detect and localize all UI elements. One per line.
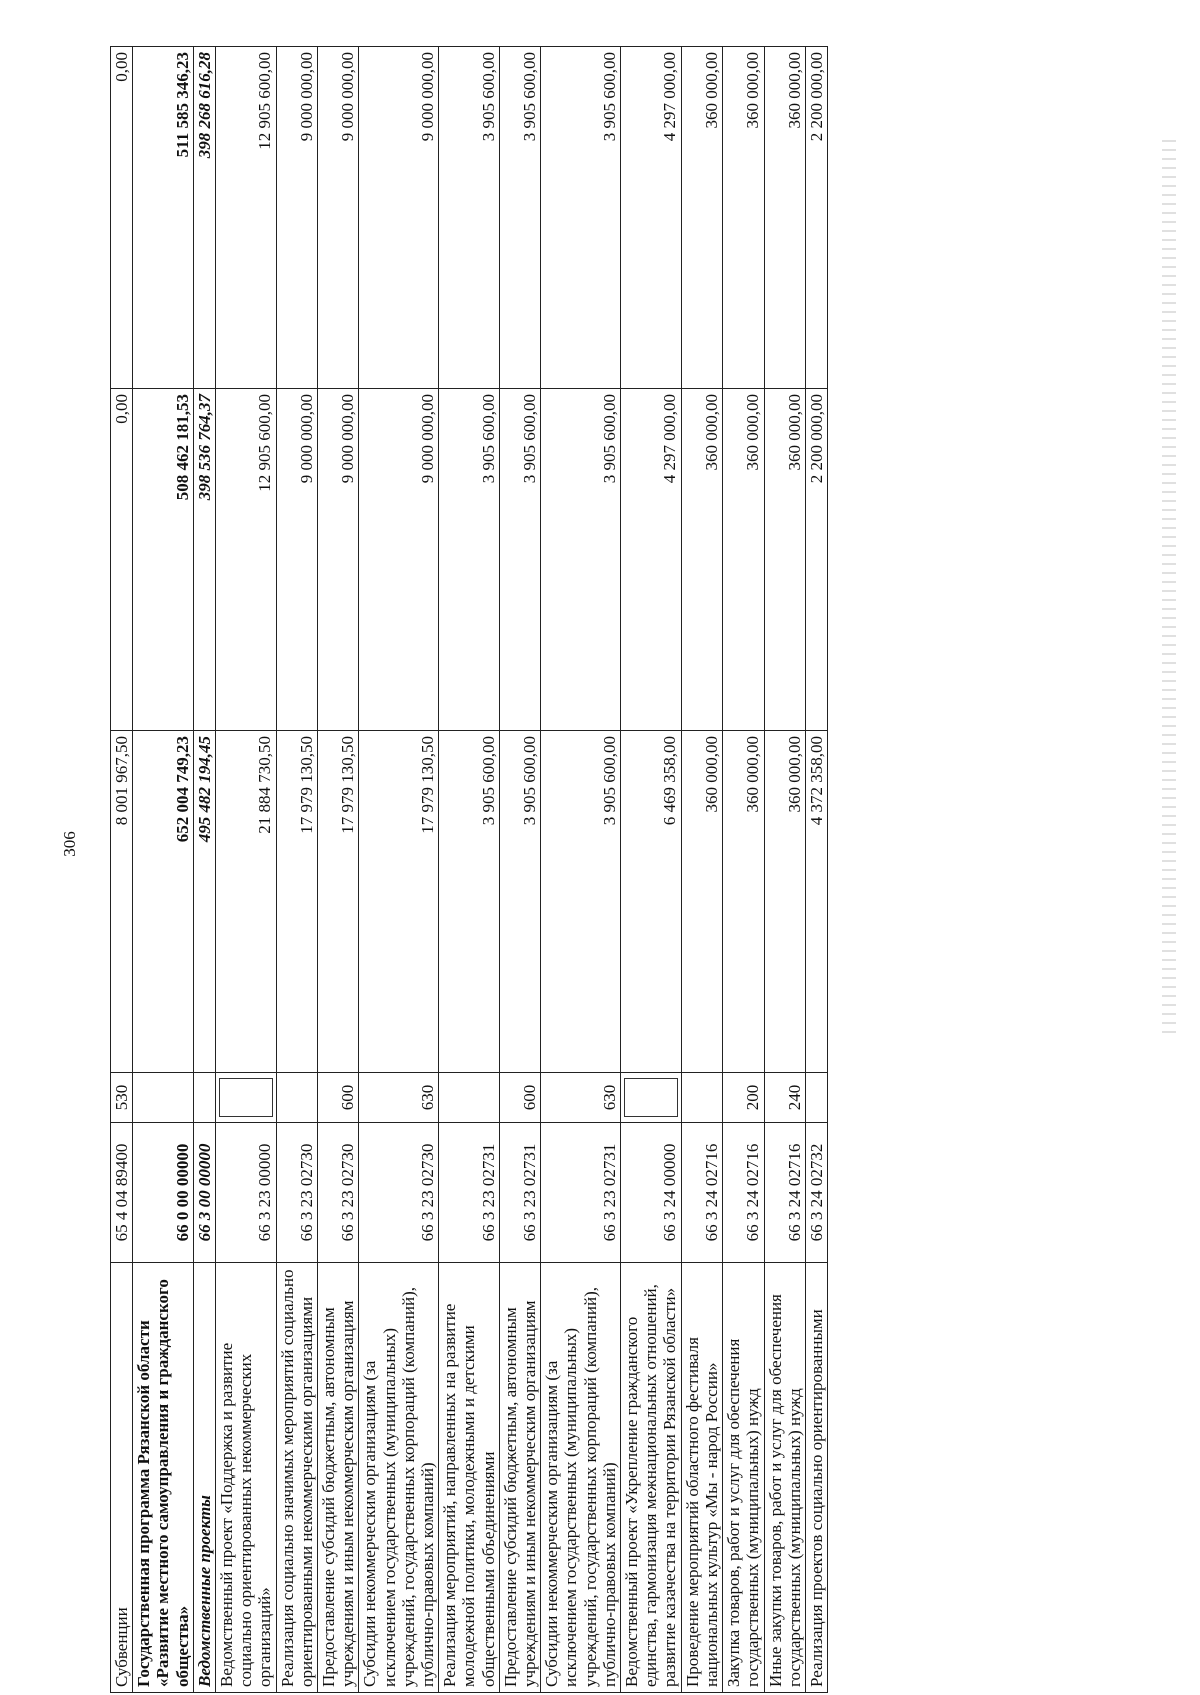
row-value-3: 360 000,00 xyxy=(764,47,805,389)
rotated-page-content xyxy=(110,47,1110,1693)
row-code: 66 3 24 02732 xyxy=(805,1123,827,1263)
row-value-1: 8 001 967,50 xyxy=(111,731,133,1073)
row-code: 66 3 23 00000 xyxy=(216,1123,277,1263)
row-value-1: 652 004 749,23 xyxy=(133,731,194,1073)
row-expense-type xyxy=(193,1073,215,1123)
row-name: Субвенции xyxy=(111,1263,133,1693)
table-row xyxy=(359,47,439,1693)
row-name: Предоставление субсидий бюджетным, автономным учреждениям и иным некоммерческим организациям xyxy=(318,1263,359,1693)
row-expense-type xyxy=(439,1073,500,1123)
row-name: Предоставление субсидий бюджетным, автономным учреждениям и иным некоммерческим организациям xyxy=(499,1263,540,1693)
row-value-3: 9 000 000,00 xyxy=(359,47,439,389)
row-value-3: 398 268 616,28 xyxy=(193,47,215,389)
row-name: Ведомственный проект «Укрепление гражданского единства, гармонизация межнациональных отношений, развитие казачества на территории Рязанской области» xyxy=(621,1263,682,1693)
row-expense-type: 530 xyxy=(111,1073,133,1123)
row-expense-type: 240 xyxy=(764,1073,805,1123)
row-name: Реализация социально значимых мероприятий социально ориентированными некоммерческими организациями xyxy=(276,1263,317,1693)
row-value-1: 3 905 600,00 xyxy=(499,731,540,1073)
table-row xyxy=(318,47,359,1693)
row-value-2: 12 905 600,00 xyxy=(216,389,277,731)
table-row xyxy=(805,47,827,1693)
row-value-2: 360 000,00 xyxy=(764,389,805,731)
row-value-2: 398 536 764,37 xyxy=(193,389,215,731)
row-value-3: 9 000 000,00 xyxy=(318,47,359,389)
row-value-3: 12 905 600,00 xyxy=(216,47,277,389)
row-value-2: 9 000 000,00 xyxy=(359,389,439,731)
row-value-2: 2 200 000,00 xyxy=(805,389,827,731)
table-row xyxy=(681,47,722,1693)
row-value-2: 3 905 600,00 xyxy=(499,389,540,731)
row-code: 66 3 24 02716 xyxy=(764,1123,805,1263)
row-name: Ведомственные проекты xyxy=(193,1263,215,1693)
table-row xyxy=(499,47,540,1693)
row-name: Ведомственный проект «Поддержка и развитие социально ориентированных некоммерческих организаций» xyxy=(216,1263,277,1693)
row-name: Реализация проектов социально ориентированными xyxy=(805,1263,827,1693)
row-value-3: 9 000 000,00 xyxy=(276,47,317,389)
row-expense-type xyxy=(621,1073,682,1123)
row-code: 66 3 23 02731 xyxy=(499,1123,540,1263)
row-value-3: 0,00 xyxy=(111,47,133,389)
row-value-3: 3 905 600,00 xyxy=(499,47,540,389)
row-expense-type xyxy=(276,1073,317,1123)
row-expense-type xyxy=(216,1073,277,1123)
row-code: 66 3 24 02716 xyxy=(723,1123,764,1263)
row-value-2: 0,00 xyxy=(111,389,133,731)
table-row xyxy=(723,47,764,1693)
budget-table xyxy=(110,46,828,1693)
row-value-1: 17 979 130,50 xyxy=(318,731,359,1073)
row-expense-type xyxy=(133,1073,194,1123)
table-row xyxy=(193,47,215,1693)
row-value-3: 3 905 600,00 xyxy=(439,47,500,389)
row-expense-type xyxy=(681,1073,722,1123)
row-name: Проведение мероприятий областного фестиваля национальных культур «Мы - народ России» xyxy=(681,1263,722,1693)
row-value-2: 360 000,00 xyxy=(681,389,722,731)
table-row xyxy=(621,47,682,1693)
row-name: Реализация мероприятий, направленных на развитие молодежной политики, молодежными и детскими общественными объединениями xyxy=(439,1263,500,1693)
row-value-3: 360 000,00 xyxy=(723,47,764,389)
row-code: 66 3 24 02716 xyxy=(681,1123,722,1263)
row-expense-type: 600 xyxy=(318,1073,359,1123)
row-code: 66 3 00 00000 xyxy=(193,1123,215,1263)
row-value-3: 4 297 000,00 xyxy=(621,47,682,389)
row-expense-type: 200 xyxy=(723,1073,764,1123)
row-code: 66 3 23 02730 xyxy=(318,1123,359,1263)
row-value-2: 9 000 000,00 xyxy=(318,389,359,731)
row-value-1: 17 979 130,50 xyxy=(276,731,317,1073)
table-row xyxy=(439,47,500,1693)
row-value-1: 3 905 600,00 xyxy=(439,731,500,1073)
table-row xyxy=(111,47,133,1693)
row-value-3: 511 585 346,23 xyxy=(133,47,194,389)
row-value-1: 4 372 358,00 xyxy=(805,731,827,1073)
row-value-2: 508 462 181,53 xyxy=(133,389,194,731)
row-value-2: 360 000,00 xyxy=(723,389,764,731)
row-code: 66 3 24 00000 xyxy=(621,1123,682,1263)
row-value-1: 360 000,00 xyxy=(764,731,805,1073)
row-code: 66 3 23 02730 xyxy=(276,1123,317,1263)
scan-edge-artifact xyxy=(1162,140,1176,1040)
row-name: Иные закупки товаров, работ и услуг для обеспечения государственных (муниципальных) нужд xyxy=(764,1263,805,1693)
page-number: 306 xyxy=(60,831,79,857)
row-value-2: 9 000 000,00 xyxy=(276,389,317,731)
row-value-1: 3 905 600,00 xyxy=(541,731,621,1073)
row-code: 66 3 23 02730 xyxy=(359,1123,439,1263)
row-code: 65 4 04 89400 xyxy=(111,1123,133,1263)
row-name: Субсидии некоммерческим организациям (за исключением государственных (муниципальных) учреждений, государственных корпораций (компаний), публично-правовых компаний) xyxy=(359,1263,439,1693)
row-name: Государственная программа Рязанской области «Развитие местного самоуправления и гражданского общества» xyxy=(133,1263,194,1693)
row-value-1: 21 884 730,50 xyxy=(216,731,277,1073)
row-value-1: 360 000,00 xyxy=(681,731,722,1073)
row-expense-type xyxy=(805,1073,827,1123)
row-name: Закупка товаров, работ и услуг для обеспечения государственных (муниципальных) нужд xyxy=(723,1263,764,1693)
row-value-3: 2 200 000,00 xyxy=(805,47,827,389)
row-value-1: 495 482 194,45 xyxy=(193,731,215,1073)
table-row xyxy=(541,47,621,1693)
row-name: Субсидии некоммерческим организациям (за исключением государственных (муниципальных) учреждений, государственных корпораций (компаний), публично-правовых компаний) xyxy=(541,1263,621,1693)
row-code: 66 3 23 02731 xyxy=(541,1123,621,1263)
row-value-1: 6 469 358,00 xyxy=(621,731,682,1073)
table-row xyxy=(764,47,805,1693)
row-value-2: 3 905 600,00 xyxy=(439,389,500,731)
row-expense-type: 600 xyxy=(499,1073,540,1123)
table-row xyxy=(276,47,317,1693)
row-value-1: 360 000,00 xyxy=(723,731,764,1073)
row-code: 66 0 00 00000 xyxy=(133,1123,194,1263)
row-value-1: 17 979 130,50 xyxy=(359,731,439,1073)
table-row xyxy=(133,47,194,1693)
row-value-2: 3 905 600,00 xyxy=(541,389,621,731)
row-value-3: 3 905 600,00 xyxy=(541,47,621,389)
row-expense-type: 630 xyxy=(541,1073,621,1123)
row-expense-type: 630 xyxy=(359,1073,439,1123)
row-value-3: 360 000,00 xyxy=(681,47,722,389)
row-value-2: 4 297 000,00 xyxy=(621,389,682,731)
row-code: 66 3 23 02731 xyxy=(439,1123,500,1263)
table-row xyxy=(216,47,277,1693)
